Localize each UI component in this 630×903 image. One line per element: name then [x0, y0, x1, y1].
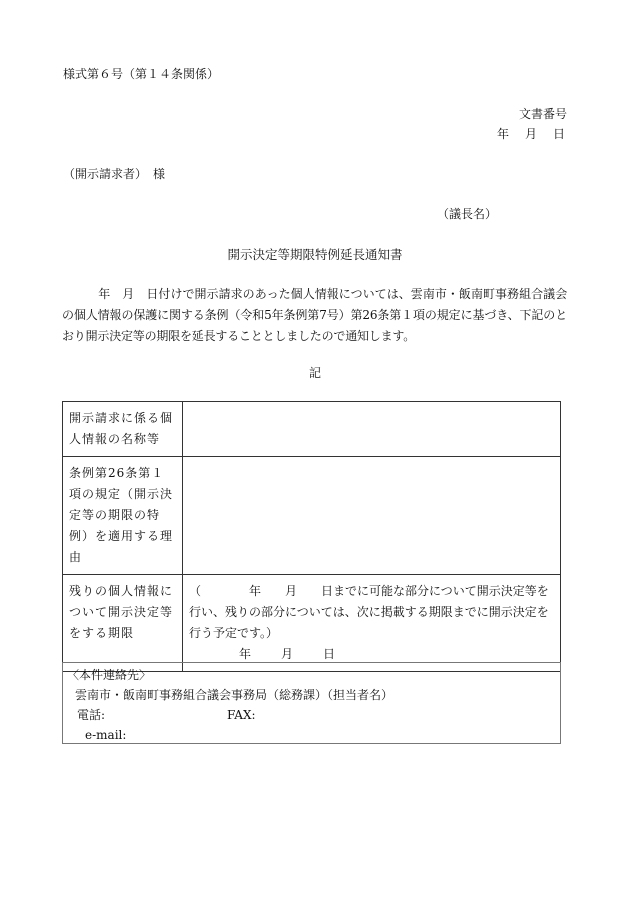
row-label: 開示請求に係る個人情報の名称等 [63, 402, 183, 457]
body-paragraph [62, 284, 567, 347]
form-number: 様式第６号（第１４条関係） [63, 67, 220, 81]
contact-heading: 〈本件連絡先〉 [67, 668, 152, 682]
contact-box [62, 662, 561, 744]
table-row [63, 457, 561, 575]
contact-office: 雲南市・飯南町事務組合議会事務局（総務課）（担当者名） [75, 688, 394, 702]
table-row [63, 402, 561, 457]
requester-line: （開示請求者） 様 [63, 167, 166, 181]
row-value [183, 457, 561, 575]
fax-label: FAX: [227, 708, 256, 722]
row-label: 残りの個人情報について開示決定等をする期限 [63, 575, 183, 672]
row-value-cell [183, 575, 561, 672]
issue-date: 年 月 日 [496, 127, 567, 141]
phone-label: 電話: [77, 708, 106, 722]
body-lead-text: 年 月 日付けで開示請求のあった個人情報については、雲南市・飯南町事務組合議会の個人情報の保護に関する条例（令和5年条例第7号）第26条第１項の規定に基づき、下記のとおり開示決定等の期限を延長することとしましたので通知します。 [62, 287, 567, 343]
document-number-label: 文書番号 [518, 107, 567, 121]
email-label: e-mail: [85, 728, 127, 742]
details-table [62, 401, 561, 672]
row-value [183, 402, 561, 457]
table-row [63, 575, 561, 672]
deadline-date: 年 月 日 [239, 647, 338, 661]
row-label: 条例第26条第１項の規定（開示決定等の期限の特例）を適用する理由 [63, 457, 183, 575]
document-title: 開示決定等期限特例延長通知書 [227, 247, 403, 262]
ki-label: 記 [308, 366, 321, 380]
row-value: （ 年 月 日までに可能な部分について開示決定等を行い、残りの部分については、次に掲載する期限までに開示決定を行う予定です。） [189, 584, 549, 640]
chairman-name: （議長名） [436, 207, 497, 221]
